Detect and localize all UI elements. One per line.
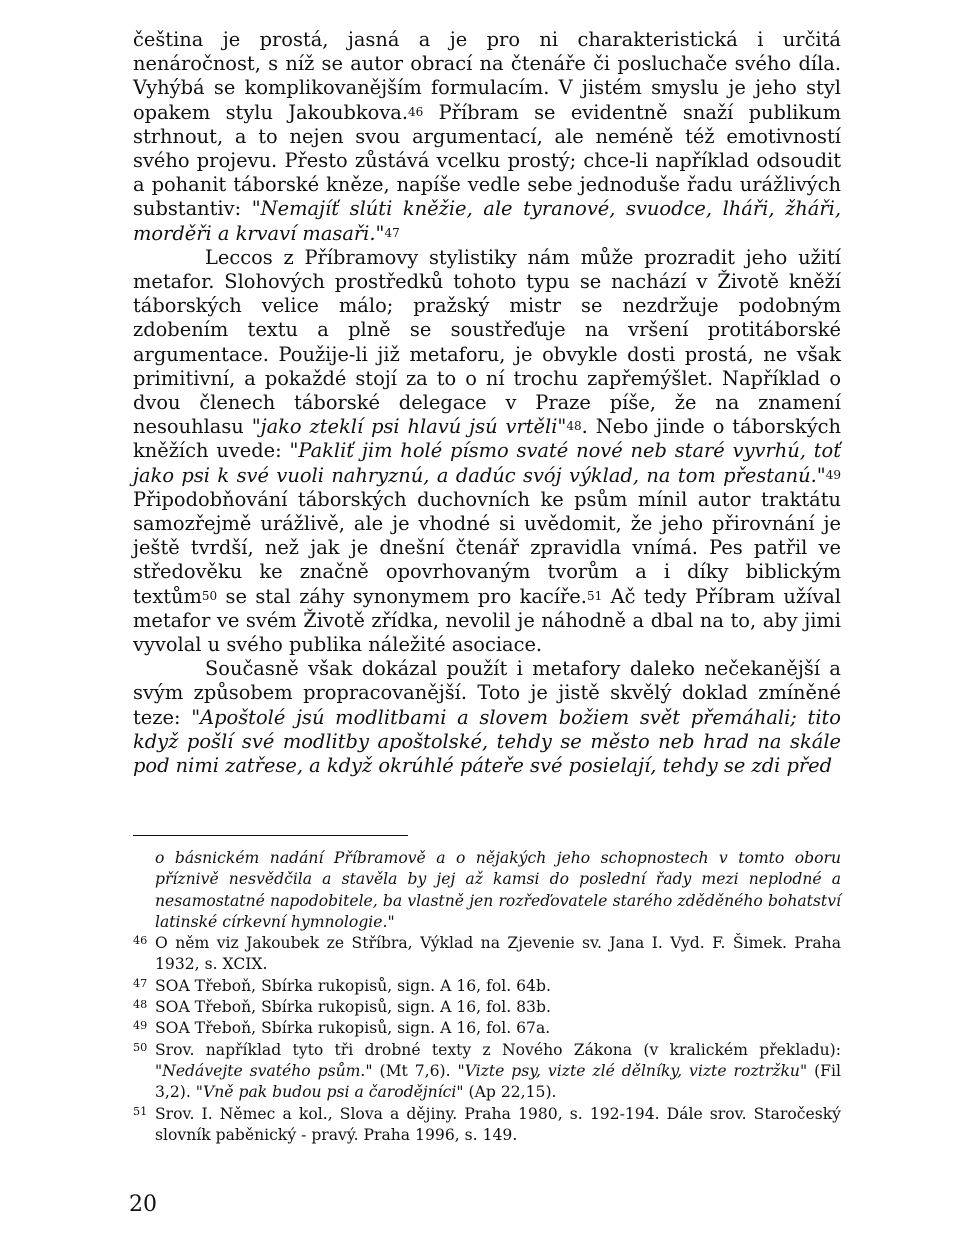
- footnote-number: 46: [133, 934, 148, 948]
- footnote-quote: "Vně pak budou psi a čarodějníci": [195, 1083, 464, 1102]
- page-number: 20: [129, 1192, 157, 1217]
- footnote-46: [133, 933, 841, 976]
- text: Připodobňování táborských duchovních ke psům mínil autor traktátu samozřejmě urážlivě, ale je vhodné si uvědomit, že jeho přirovnání je ještě tvrdší, než jak je dnešní čtenář zpravidla vnímá. Pes patřil ve středověku ke značně opovrhovaným tvorům a i díky biblickým textům: [133, 487, 841, 608]
- footnote-48: [133, 997, 841, 1018]
- paragraph-1: [133, 28, 841, 246]
- quote: "jako zteklí psi hlavú jsú vrtěli": [251, 415, 567, 439]
- text: . Nebo jinde o táborských kněžích uvede:: [133, 415, 841, 463]
- footnote-text: SOA Třeboň, Sbírka rukopisů, sign. A 16, fol. 83b.: [155, 998, 551, 1017]
- footnote-ref-48: 48: [566, 419, 582, 434]
- footnote-text: Srov. například tyto tři drobné texty z Nového Zákona (v kralickém překladu):: [155, 1040, 841, 1059]
- footnote-ref-47: 47: [384, 225, 400, 240]
- footnote-quote: "Vizte psy, vizte zlé dělníky, vizte roztržku": [457, 1061, 808, 1080]
- text: se stal záhy synonymem pro kacíře.: [217, 584, 587, 608]
- footnote-ref-49: 49: [825, 467, 841, 482]
- footnote-number: 49: [133, 1019, 148, 1033]
- footnote-ref-51: 51: [586, 588, 603, 603]
- footnote-number: 51: [133, 1104, 148, 1118]
- footnote-ref-46: 46: [408, 104, 424, 119]
- footnote-50: [133, 1040, 841, 1104]
- footnote-text: (Ap 22,15).: [463, 1083, 557, 1102]
- footnote-49: [133, 1018, 841, 1039]
- main-text: [133, 28, 841, 778]
- footnote-number: 48: [133, 998, 148, 1012]
- paragraph-3: [133, 657, 841, 778]
- footnote-ref-50: 50: [201, 588, 218, 603]
- quote: "Pakliť jim holé písmo svaté nové neb staré vyvrhú, toť jako psi k své vuoli nahryznú, a dadúc svój výklad, na tom přestanú.": [133, 439, 841, 487]
- paragraph-2: [133, 246, 841, 657]
- footnote-text: (Mt 7,6).: [372, 1061, 458, 1080]
- footnote-text: (Fil 3,2).: [155, 1061, 841, 1102]
- text: Leccos z Příbramovy stylistiky nám může prozradit jeho užití metafor. Slohových prostředků tohoto typu se nachází v Životě kněží táborských velice málo; pražský mistr se nezdržuje podobným zdobením textu a plně se soustřeďuje na vršení protitáborské argumentace. Použije-li již metaforu, je obvykle dosti prostá, ne však primitivní, a pokaždé stojí za to o ní trochu zapřemýšlet. Například o dvou členech táborské delegace v Praze píše, že na znamení nesouhlasu: [133, 245, 841, 439]
- quote: Apoštolé jsú modlitbami a slovem božiem svět přemáhali; tito když pošlí své modlitby apoštolské, tehdy se město neb hrad na skále pod nimi zatřese, a když okrúhlé páteře své posielají, tehdy se zdi před: [133, 705, 841, 778]
- text: čeština je prostá, jasná a je pro ni charakteristická i určitá nenáročnost, s níž se autor obrací na čtenáře či posluchače svého díla. Vyhýbá se komplikovanějším formulacím. V jistém smyslu je jeho styl opakem stylu Jakoubkova.: [133, 28, 841, 124]
- footnotes: [133, 848, 841, 1146]
- text: Příbram se evidentně snaží publikum strhnout, a to nejen svou argumentací, ale neméně též emotivností svého projevu. Přesto zůstává vcelku prostý; chce-li například odsoudit a pohanit táborské kněze, napíše vedle sebe jednoduše řadu urážlivých substantiv: ": [133, 100, 841, 221]
- footnote-text: SOA Třeboň, Sbírka rukopisů, sign. A 16, fol. 64b.: [155, 976, 551, 995]
- footnote-text: SOA Třeboň, Sbírka rukopisů, sign. A 16, fol. 67a.: [155, 1019, 551, 1038]
- footnote-text: O něm viz Jakoubek ze Stříbra, Výklad na Zjevenie sv. Jana I. Vyd. F. Šimek. Praha 1932, s. XCIX.: [155, 934, 841, 974]
- footnote-continuation: o básnickém nadání Příbramově a o nějakých jeho schopnostech v tomto oboru příznivě nesvědčila a stavěla by jej až kamsi do poslední řady mezi neplodné a nesamostatné napodobitele, ba vlastně jen rozřeďovatele starého zděděného bohatství latinské církevní hymnologie.": [155, 849, 841, 931]
- footnote-number: 50: [133, 1040, 148, 1054]
- quote: Nemajíť slúti kněžie, ale tyranové, svuodce, lháři, žháři, morděři a krvaví masaři.: [133, 197, 841, 245]
- footnote-51: [133, 1104, 841, 1147]
- footnote-text: Srov. I. Němec a kol., Slova a dějiny. Praha 1980, s. 192-194. Dále srov. Staročeský slovník paběnický - pravý. Praha 1996, s. 149.: [155, 1104, 841, 1144]
- footnote-quote: "Nedávejte svatého psům.": [155, 1061, 373, 1080]
- text: ": [375, 221, 385, 245]
- footnote-47: [133, 976, 841, 997]
- text: Současně však dokázal použít i metafory daleko nečekanější a svým způsobem propracovanější. Toto je jistě skvělý doklad zmíněné teze: ": [133, 657, 841, 729]
- footnote-separator: [133, 835, 408, 836]
- text: Ač tedy Příbram užíval metafor ve svém Životě zřídka, nevolil je náhodně a dbal na to, aby jimi vyvolal u svého publika náležité asociace.: [133, 584, 841, 657]
- footnote-number: 47: [133, 976, 148, 990]
